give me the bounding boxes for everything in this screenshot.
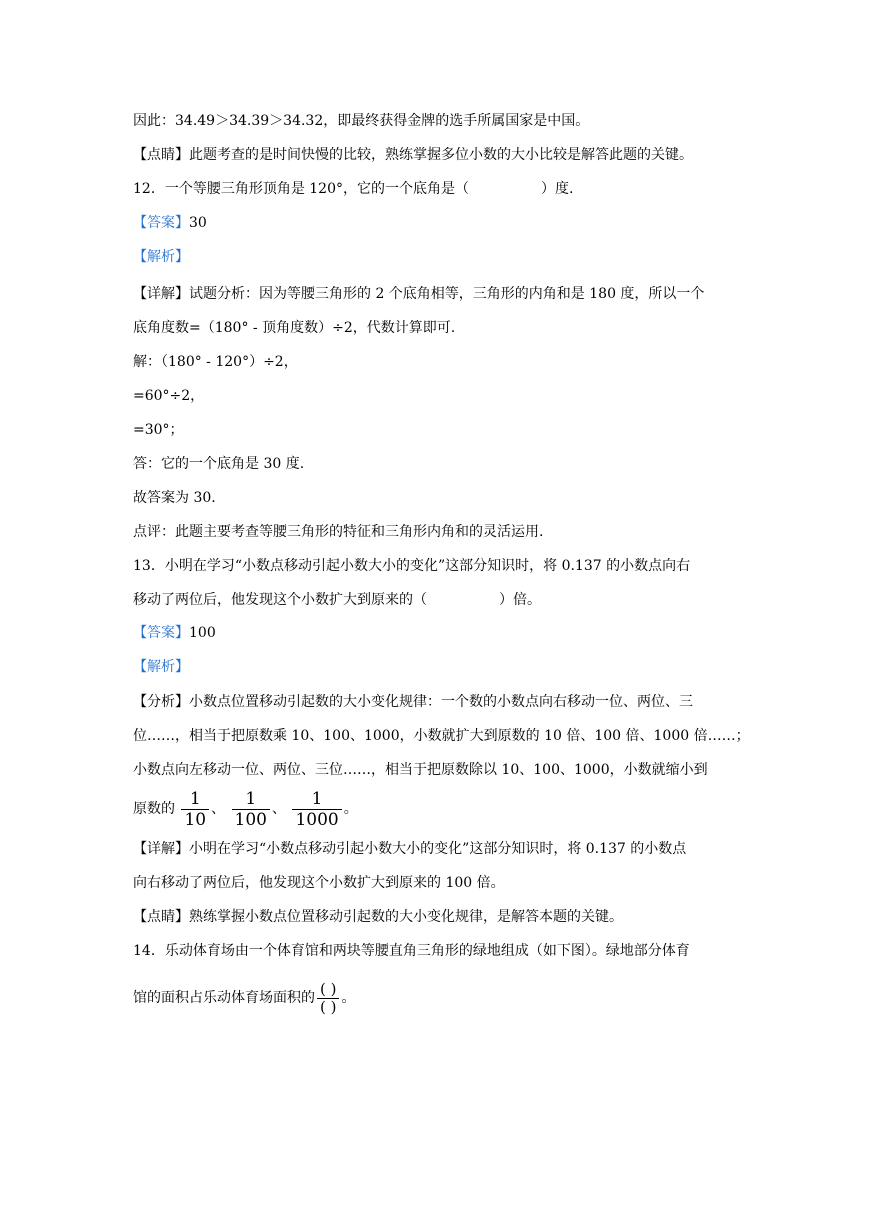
fraction-1-100 (232, 789, 270, 830)
text-line: 【详解】试题分析：因为等腰三角形的 2 个底角相等，三角形的内角和是 180 度，所以一个 (133, 286, 705, 302)
denominator: 100 (232, 809, 270, 830)
blank-fraction (317, 981, 339, 1016)
question-13-cont (133, 590, 541, 610)
text-span: 原数的 (133, 801, 175, 817)
question-text: ）度. (541, 181, 574, 197)
text-line: 故答案为 30. (133, 490, 216, 506)
text-line: 解：（180° - 120°）÷2， (133, 354, 298, 370)
question-12 (133, 179, 573, 199)
denominator: ( ) (317, 998, 339, 1016)
fraction-1-1000 (292, 789, 341, 830)
question-text: 馆的面积占乐动体育场面积的 (133, 990, 315, 1006)
separator: 、 (211, 801, 226, 817)
analysis-tag: 【解析】 (133, 659, 189, 675)
text-line: =60°÷2， (133, 388, 205, 404)
answer-line (133, 213, 207, 233)
text-line: 【点睛】熟练掌握小数点位置移动引起数的大小变化规律，是解答本题的关键。 (133, 909, 623, 925)
text-line: 点评：此题主要考查等腰三角形的特征和三角形内角和的灵活运用. (133, 524, 544, 540)
answer-tag: 【答案】 (133, 215, 189, 231)
numerator: ( ) (320, 979, 337, 998)
text-line: 向右移动了两位后，他发现这个小数扩大到原来的 100 倍。 (133, 875, 505, 891)
question-text: ）倍。 (499, 592, 541, 608)
separator: 、 (272, 801, 286, 817)
question-14-cont (133, 976, 355, 1020)
question-text: 移动了两位后，他发现这个小数扩大到原来的（ (133, 592, 427, 608)
denominator: 1000 (292, 809, 341, 830)
question-text: 12．一个等腰三角形顶角是 120°，它的一个底角是（ (133, 181, 469, 197)
answer-value: 30 (189, 215, 207, 231)
numerator: 1 (245, 788, 257, 809)
text-line: 因此：34.49＞34.39＞34.32，即最终获得金牌的选手所属国家是中国。 (133, 113, 590, 129)
text-line: 小数点向左移动一位、两位、三位……，相当于把原数除以 10、100、1000，小数就缩小到 (133, 762, 708, 778)
question-13: 13．小明在学习“小数点移动引起小数大小的变化”这部分知识时，将 0.137 的小数点向右 (133, 558, 691, 574)
numerator: 1 (311, 788, 323, 809)
text-line: 【详解】小明在学习“小数点移动引起小数大小的变化”这部分知识时，将 0.137 的小数点 (133, 841, 687, 857)
text-line: 位……，相当于把原数乘 10、100、1000，小数就扩大到原数的 10 倍、100 倍、1000 倍……； (133, 728, 750, 744)
text-line: 【分析】小数点位置移动引起数的大小变化规律：一个数的小数点向右移动一位、两位、三 (133, 694, 693, 710)
text-line: 底角度数=（180° - 顶角度数）÷2，代数计算即可. (133, 320, 456, 336)
fraction-1-10 (181, 789, 209, 830)
analysis-tag: 【解析】 (133, 249, 189, 265)
text-line: 答：它的一个底角是 30 度. (133, 456, 305, 472)
fraction-line (133, 788, 358, 830)
numerator: 1 (189, 788, 201, 809)
denominator: 10 (181, 809, 209, 830)
answer-tag: 【答案】 (133, 625, 189, 641)
answer-line (133, 623, 216, 643)
text-line: 【点睛】此题考查的是时间快慢的比较，熟练掌握多位小数的大小比较是解答此题的关键。 (133, 147, 693, 163)
question-14: 14．乐动体育场由一个体育馆和两块等腰直角三角形的绿地组成（如下图）。绿地部分体育 (133, 943, 690, 959)
text-span: 。 (343, 801, 358, 817)
question-text: 。 (341, 990, 356, 1006)
text-line: =30°； (133, 422, 184, 438)
answer-value: 100 (189, 625, 216, 641)
